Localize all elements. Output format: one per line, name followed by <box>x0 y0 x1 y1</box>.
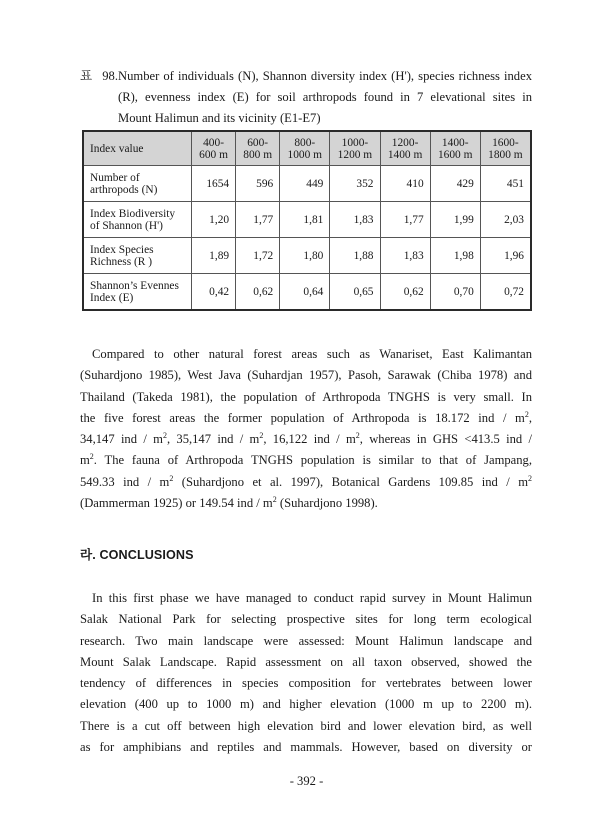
para-line: Compared to other natural forest areas such as Wanariset, East Kalimantan <box>92 347 532 361</box>
row-label: Shannon’s Evennes Index (E) <box>83 274 192 311</box>
para-line: the five forest areas the former population of Arthropoda is 18.172 ind / $m^2$, <box>80 409 532 425</box>
table-cell: 1654 <box>192 166 236 202</box>
para-line: 34,147 ind / $m^2$, 35,147 ind / $m^2$, 16,122 ind / $m^2$, whereas in GHS <413.5 ind / <box>80 431 533 447</box>
row-label: Index Biodiversity of Shannon (H') <box>83 202 192 238</box>
table-cell: 0,70 <box>430 274 480 311</box>
table-cell: 449 <box>280 166 330 202</box>
para-line: research. Two main landscape were assessed: Mount Halimun landscape and <box>80 633 532 648</box>
para-line: Mount Salak Landscape. Rapid assessment on all taxon observed, showed the <box>80 654 532 669</box>
table-row <box>83 166 531 202</box>
header-col: 1400- 1600 m <box>430 131 480 166</box>
table-cell: 1,89 <box>192 238 236 274</box>
caption-label: 표 98. <box>80 69 118 83</box>
table-cell: 1,96 <box>480 238 531 274</box>
caption-line-1: 표 98.Number of individuals (N), Shannon diversity index (H'), species richness index <box>80 66 532 87</box>
table-cell: 1,88 <box>330 238 380 274</box>
para-line: tendency of differences in species composition for vertebrates between lower <box>80 676 532 691</box>
header-col: 400- 600 m <box>192 131 236 166</box>
row-label: Number of arthropods (N) <box>83 166 192 202</box>
conclusions-paragraph <box>80 588 532 758</box>
arthropod-index-table <box>82 130 532 311</box>
table-cell: 429 <box>430 166 480 202</box>
table-cell: 1,20 <box>192 202 236 238</box>
para-line: 549.33 ind / $m^2$ (Suhardjono et al. 1997), Botanical Gardens 109.85 ind / $m^2$ <box>80 473 532 489</box>
row-label: Index Species Richness (R ) <box>83 238 192 274</box>
header-col: 1600- 1800 m <box>480 131 531 166</box>
header-col: 1000- 1200 m <box>330 131 380 166</box>
table-cell: 0,62 <box>236 274 280 311</box>
table-cell: 410 <box>380 166 430 202</box>
para-line: (Dammerman 1925) or 149.54 ind / $m^2$ (Suhardjono 1998). <box>80 495 378 511</box>
table-cell: 1,77 <box>236 202 280 238</box>
para-line: In this first phase we have managed to conduct rapid survey in Mount Halimun <box>92 591 532 605</box>
table-cell: 1,83 <box>330 202 380 238</box>
table-cell: 352 <box>330 166 380 202</box>
header-col: 1200- 1400 m <box>380 131 430 166</box>
table-cell: 0,64 <box>280 274 330 311</box>
table-cell: 1,83 <box>380 238 430 274</box>
para-line: as for amphibians and reptiles and mammals. However, based on diversity or <box>80 740 532 755</box>
table-cell: 1,72 <box>236 238 280 274</box>
table-cell: 451 <box>480 166 531 202</box>
table-header-row <box>83 131 531 166</box>
table-cell: 1,77 <box>380 202 430 238</box>
section-heading-conclusions: 라. CONCLUSIONS <box>80 548 194 562</box>
header-col: 800- 1000 m <box>280 131 330 166</box>
para-line: elevation (400 up to 1000 m) and higher elevation (1000 m up to 2200 m). <box>80 697 532 712</box>
table-cell: 2,03 <box>480 202 531 238</box>
para-line: Salak National Park for selecting prospective sites for long term ecological <box>80 612 532 627</box>
table-cell: 0,65 <box>330 274 380 311</box>
para-line: $m^2$. The fauna of Arthropoda TNGHS population is similar to that of Jampang, <box>80 452 532 468</box>
table-cell: 0,62 <box>380 274 430 311</box>
table-caption <box>80 66 532 129</box>
table-cell: 1,98 <box>430 238 480 274</box>
header-index-value: Index value <box>83 131 192 166</box>
para-line: (Suhardjono 1985), West Java (Suhardjan 1957), Pasoh, Sarawak (Chiba 1978) and <box>80 368 532 383</box>
caption-line-2: (R), evenness index (E) for soil arthropods found in 7 elevational sites in <box>118 90 532 104</box>
page-number: - 392 - <box>289 774 324 788</box>
table-cell: 1,81 <box>280 202 330 238</box>
table-row <box>83 274 531 311</box>
table-cell: 0,72 <box>480 274 531 311</box>
caption-line-3: Mount Halimun and its vicinity (E1-E7) <box>118 111 321 125</box>
comparison-paragraph <box>80 344 532 514</box>
table-cell: 1,99 <box>430 202 480 238</box>
table-cell: 0,42 <box>192 274 236 311</box>
para-line: There is a cut off between high elevation bird and lower elevation bird, as well <box>80 718 532 733</box>
table-cell: 596 <box>236 166 280 202</box>
header-col: 600- 800 m <box>236 131 280 166</box>
para-line: Thailand (Takeda 1981), the population of Arthropoda TNGHS is very small. In <box>80 389 532 404</box>
table-cell: 1,80 <box>280 238 330 274</box>
table-row <box>83 202 531 238</box>
table-row <box>83 238 531 274</box>
